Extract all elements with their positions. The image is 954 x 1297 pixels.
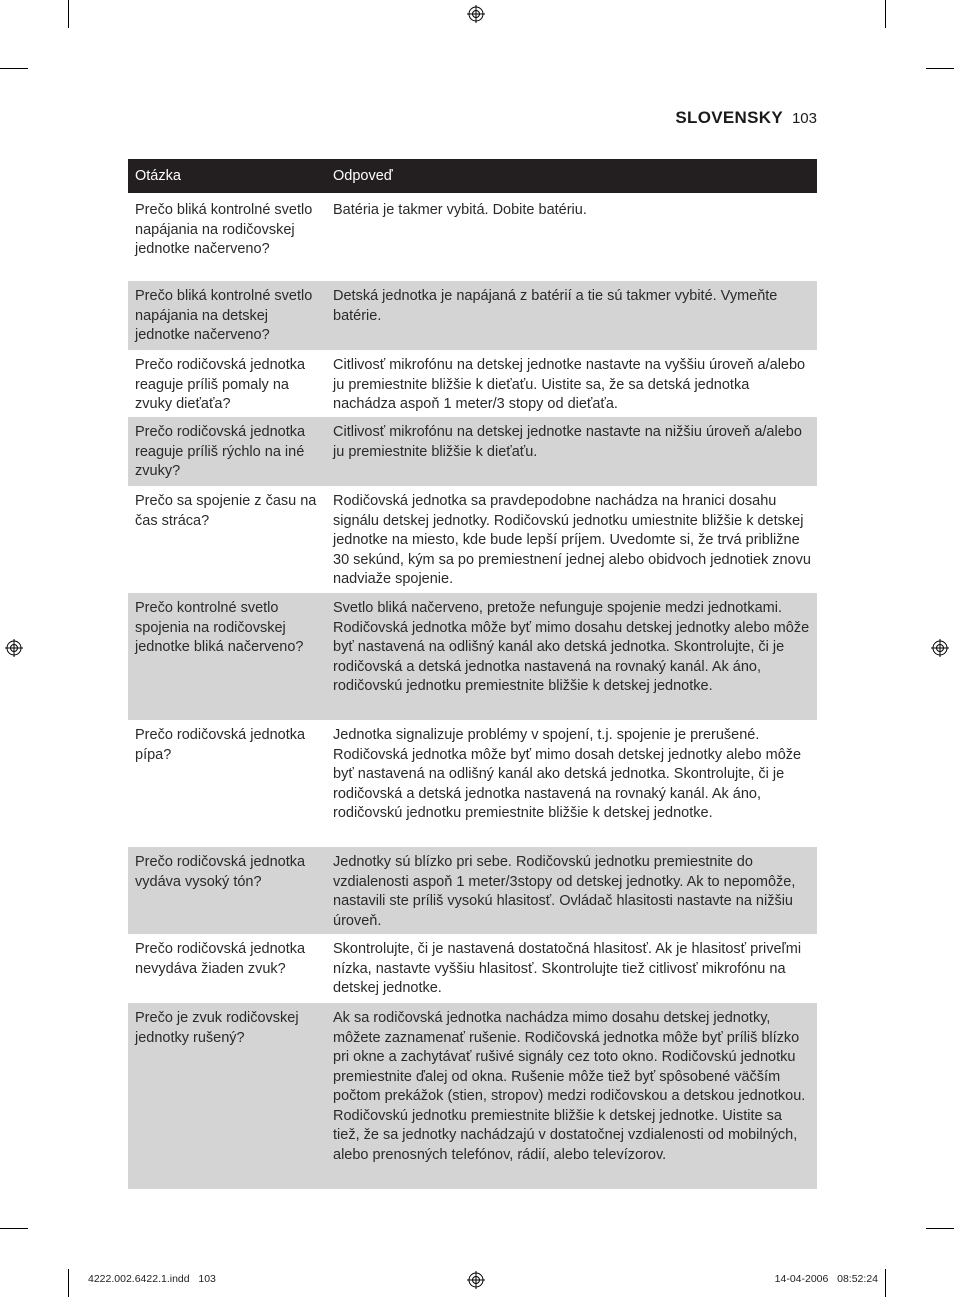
language-title: SLOVENSKY [675,108,783,127]
registration-mark-left-icon [5,639,23,657]
answer-cell: Detská jednotka je napájaná z batérií a tie sú takmer vybité. Vymeňte batérie. [333,288,778,324]
table-row [128,350,817,417]
footer-date: 14-04-2006 [774,1273,829,1285]
table-row [128,417,817,486]
crop-mark-bottom-right-v [885,1269,886,1297]
answer-cell: Jednotka signalizuje problémy v spojení, t.j. spojenie je prerušené. Rodičovská jednotka môže byť mimo dosah detskej jednotky alebo môže byť nastavená na odlišný kanál ako detská jednotka. Skontrolujte, či je rodičovská a detská jednotka nastavená na rovnaký kanál. Ak áno, rodičovskú jednotku premiestnite bližšie k detskej jednotke. [333,727,802,821]
footer-time: 08:52:24 [837,1273,878,1285]
question-cell: Prečo rodičovská jednotka vydáva vysoký tón? [135,854,306,890]
footer-timestamp [775,1273,878,1285]
answer-cell: Rodičovská jednotka sa pravdepodobne nachádza na hranici dosahu signálu detskej jednotky. Rodičovskú jednotku umiestnite bližšie k detskej jednotke na miesto, kde bude lepší príjem. Uvedomte si, že trvá približne 30 sekúnd, kým sa po premiestnení jednej alebo obidvoch jednotiek znovu nadviaže spojenie. [333,493,811,587]
question-cell: Prečo bliká kontrolné svetlo napájania na rodičovskej jednotke načerveno? [135,202,313,257]
table-row [128,1003,817,1189]
column-header-answer: Odpoveď [333,168,393,184]
crop-mark-top-left-v [68,0,69,28]
crop-mark-bottom-left-h [0,1228,28,1229]
faq-table [128,159,817,1189]
registration-mark-bottom-icon [467,1271,485,1289]
footer-filename: 4222.002.6422.1.indd [88,1273,190,1285]
answer-cell: Citlivosť mikrofónu na detskej jednotke nastavte na nižšiu úroveň a/alebo ju premiestnite bližšie k dieťaťu. [333,424,802,460]
answer-cell: Batéria je takmer vybitá. Dobite batériu. [333,202,587,218]
footer-file-info [88,1273,216,1285]
question-cell: Prečo kontrolné svetlo spojenia na rodičovskej jednotke bliká načerveno? [135,600,304,655]
question-cell: Prečo je zvuk rodičovskej jednotky rušený? [135,1010,299,1046]
table-row [128,281,817,350]
question-cell: Prečo rodičovská jednotka reaguje príliš rýchlo na iné zvuky? [135,424,306,479]
table-row [128,593,817,720]
crop-mark-bottom-right-h [926,1228,954,1229]
question-cell: Prečo rodičovská jednotka nevydáva žiaden zvuk? [135,941,306,977]
registration-mark-top-icon [467,5,485,23]
registration-mark-right-icon [931,639,949,657]
question-cell: Prečo rodičovská jednotka reaguje príliš pomaly na zvuky dieťaťa? [135,357,306,412]
column-header-question: Otázka [135,168,181,184]
answer-cell: Jednotky sú blízko pri sebe. Rodičovskú jednotku premiestnite do vzdialenosti aspoň 1 meter/3stopy od detskej jednotky. Ak to nepomôže, nastavili ste príliš vysokú hlasitosť. Ovládač hlasitosti nastavte na nižšiu úroveň. [333,854,796,929]
footer-file-page: 103 [198,1273,216,1285]
crop-mark-top-right-v [885,0,886,28]
table-header [128,159,817,193]
page-number: 103 [791,110,817,127]
table-row [128,934,817,1003]
crop-mark-top-left-h [0,68,28,69]
table-row [128,847,817,934]
question-cell: Prečo sa spojenie z času na čas stráca? [135,493,317,529]
table-row [128,193,817,281]
answer-cell: Ak sa rodičovská jednotka nachádza mimo dosahu detskej jednotky, môžete zaznamenať rušenie. Rodičovská jednotka môže byť príliš blízko pri okne a zachytávať rušivé signály cez toto okno. Rodičovskú jednotku premiestnite ďalej od okna. Rušenie môže tiež byť spôsobené väčším počtom prekážok (stien, stropov) medzi rodičovskou a detskou jednotkou. Rodičovskú jednotku premiestnite bližšie k detskej jednotke. Uistite sa tiež, že sa jednotky nachádzajú v dostatočnej vzdialenosti od mobilných, alebo prenosných telefónov, rádií, alebo televízorov. [333,1010,806,1163]
table-row [128,486,817,593]
question-cell: Prečo rodičovská jednotka pípa? [135,727,306,763]
question-cell: Prečo bliká kontrolné svetlo napájania na detskej jednotke načerveno? [135,288,313,343]
answer-cell: Svetlo bliká načerveno, pretože nefunguje spojenie medzi jednotkami. Rodičovská jednotka môže byť mimo dosahu detskej jednotky alebo môže byť nastavená na odlišný kanál ako detská jednotka. Skontrolujte, či je rodičovská a detská jednotka nastavená na rovnaký kanál. Ak áno, rodičovskú jednotku premiestnite bližšie k detskej jednotke. [333,600,810,694]
table-row [128,720,817,847]
crop-mark-top-right-h [926,68,954,69]
crop-mark-bottom-left-v [68,1269,69,1297]
page-header [675,108,817,128]
answer-cell: Citlivosť mikrofónu na detskej jednotke nastavte na vyššiu úroveň a/alebo ju premiestnite bližšie k dieťaťu. Uistite sa, že sa detská jednotka nachádza aspoň 1 meter/3 stopy od dieťaťa. [333,357,806,412]
answer-cell: Skontrolujte, či je nastavená dostatočná hlasitosť. Ak je hlasitosť priveľmi nízka, nastavte vyššiu hlasitosť. Skontrolujte tiež citlivosť mikrofónu na detskej jednotke. [333,941,802,996]
